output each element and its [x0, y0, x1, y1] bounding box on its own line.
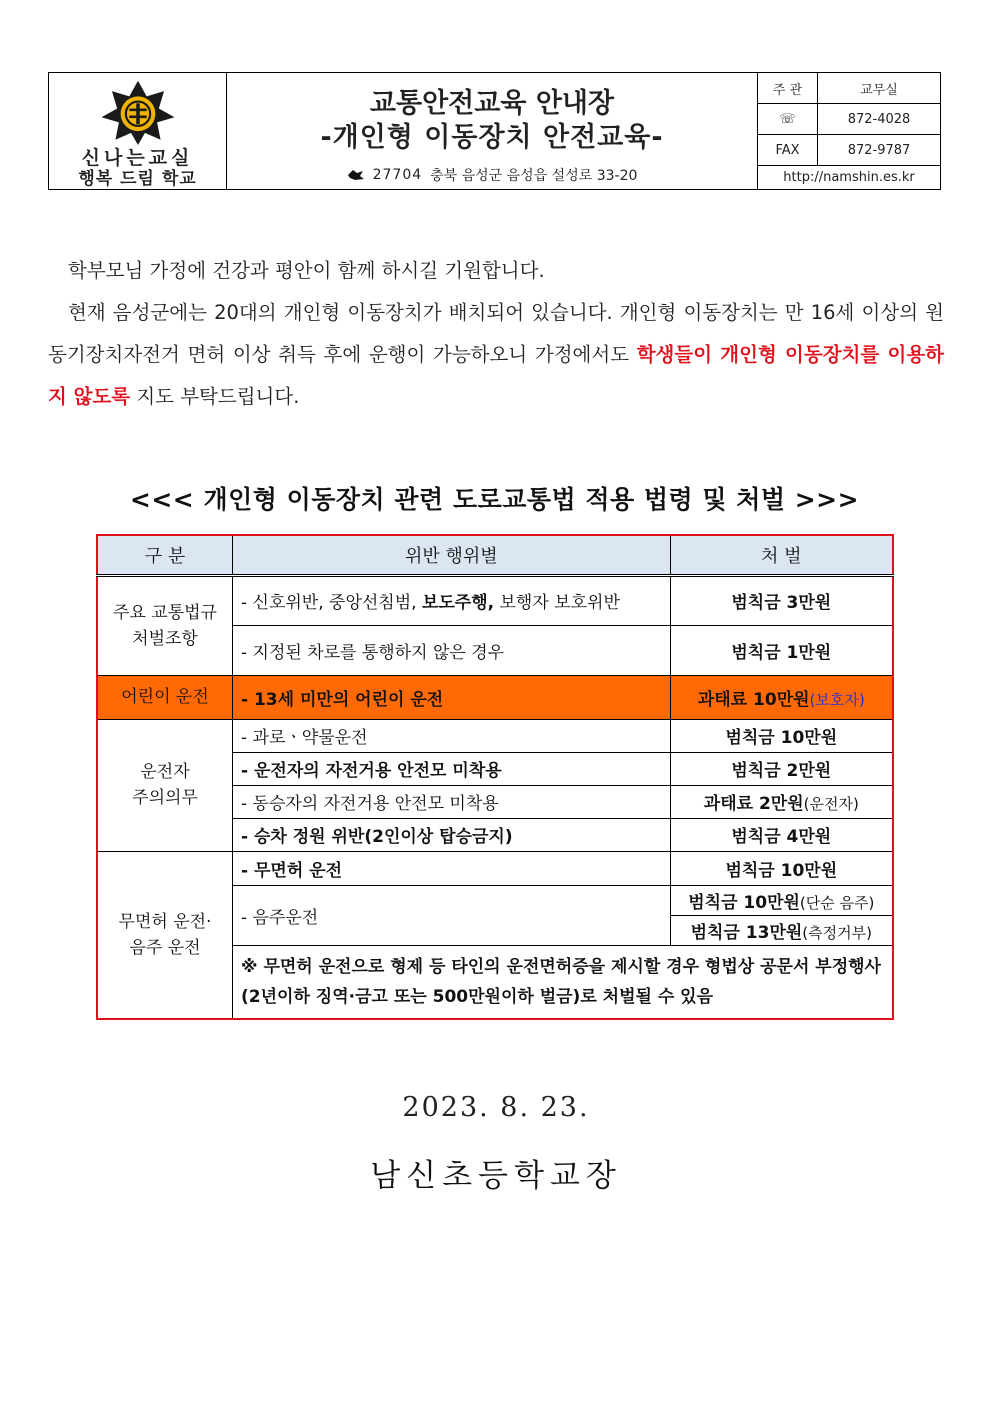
host-value: 교무실	[818, 73, 940, 104]
violation-fatigue: - 과로ㆍ약물운전	[233, 719, 671, 752]
notice-highlight: 학생들이 개인형 이동장치를 이용하지 않도록	[48, 343, 945, 408]
category-unlicensed-dui: 무면허 운전· 음주 운전	[97, 851, 233, 1019]
table-row	[97, 719, 893, 752]
address-text: 충북 음성군 음성읍 설성로 33-20	[430, 168, 638, 184]
category-driver-duty: 운전자 주의의무	[97, 719, 233, 851]
host-label: 주 관	[758, 73, 818, 104]
header-violation: 위반 행위별	[233, 535, 671, 575]
penalty-value: 범칙금 10만원(단순 음주)	[670, 885, 893, 915]
header-penalty: 처 벌	[670, 535, 893, 575]
phone-icon: ☏	[758, 104, 818, 135]
table-header-row	[97, 535, 893, 575]
category-child: 어린이 운전	[97, 675, 233, 719]
issue-date: 2023. 8. 23.	[402, 1092, 590, 1123]
category-major-rules: 주요 교통법규 처벌조항	[97, 575, 233, 675]
table-row	[97, 851, 893, 885]
table-row-child	[97, 675, 893, 719]
document-subtitle: -개인형 이동장치 안전교육-	[320, 122, 664, 153]
fax-value: 872-9787	[818, 135, 940, 166]
violation-drunk: - 음주운전	[233, 885, 671, 945]
zip-code: 27704	[372, 167, 423, 183]
fax-label: FAX	[758, 135, 818, 166]
penalty-value: 범칙금 10만원	[670, 719, 893, 752]
header-category: 구 분	[97, 535, 233, 575]
school-logo-area	[49, 73, 227, 189]
penalty-value: 과태료 2만원(운전자)	[670, 785, 893, 818]
penalty-value: 범칙금 3만원	[670, 575, 893, 625]
violation-signal: - 신호위반, 중앙선침범, 보도주행, 보행자 보호위반	[233, 575, 671, 625]
notice-text-2: 지도 부탁드립니다.	[130, 385, 300, 408]
phone-value: 872-4028	[818, 104, 940, 135]
notice-paragraph	[48, 292, 944, 418]
table-footnote: ※ 무면허 운전으로 형제 등 타인의 운전면허증을 제시할 경우 형법상 공문서 부정행사(2년이하 징역·금고 또는 500만원이하 벌금)로 처벌될 수 있음	[233, 945, 894, 1019]
school-emblem-icon	[90, 79, 186, 145]
logo-slogan-1: 신나는교실	[81, 147, 194, 169]
penalty-value: 범칙금 2만원	[670, 752, 893, 785]
letterhead	[48, 72, 941, 190]
penalty-value: 범칙금 1만원	[670, 625, 893, 675]
penalty-table	[96, 534, 894, 1020]
penalty-value: 범칙금 4만원	[670, 818, 893, 851]
school-url[interactable]: http://namshin.es.kr	[783, 170, 915, 185]
violation-child: - 13세 미만의 어린이 운전	[233, 675, 671, 719]
violation-capacity: - 승차 정원 위반(2인이상 탑승금지)	[233, 818, 671, 851]
violation-driver-helmet: - 운전자의 자전거용 안전모 미착용	[233, 752, 671, 785]
violation-unlicensed: - 무면허 운전	[233, 851, 671, 885]
signer-name: 남신초등학교장	[370, 1158, 622, 1194]
logo-slogan-2: 행복 드림 학교	[78, 169, 197, 189]
section-title: <<< 개인형 이동장치 관련 도로교통법 적용 법령 및 처벌 >>>	[129, 485, 860, 514]
school-address	[347, 165, 638, 185]
penalty-value: 범칙금 10만원	[670, 851, 893, 885]
penalty-value: 과태료 10만원(보호자)	[670, 675, 893, 719]
greeting-text: 학부모님 가정에 건강과 평안이 함께 하시길 기원합니다.	[68, 259, 545, 282]
violation-passenger-helmet: - 동승자의 자전거용 안전모 미착용	[233, 785, 671, 818]
document-title: 교통안전교육 안내장	[369, 88, 615, 119]
table-row	[97, 575, 893, 625]
notice-text-1: 현재 음성군에는 20대의 개인형 이동장치가 배치되어 있습니다. 개인형 이동장치는 만 16세 이상의 원동기장치자전거 면허 이상 취득 후에 운행이 가능하오니 가정에서도	[48, 301, 944, 366]
violation-lane: - 지정된 차로를 통행하지 않은 경우	[233, 625, 671, 675]
mail-icon	[347, 169, 365, 181]
contact-info-table	[758, 73, 940, 189]
penalty-value: 범칙금 13만원(측정거부)	[670, 915, 893, 945]
title-area	[227, 73, 758, 189]
